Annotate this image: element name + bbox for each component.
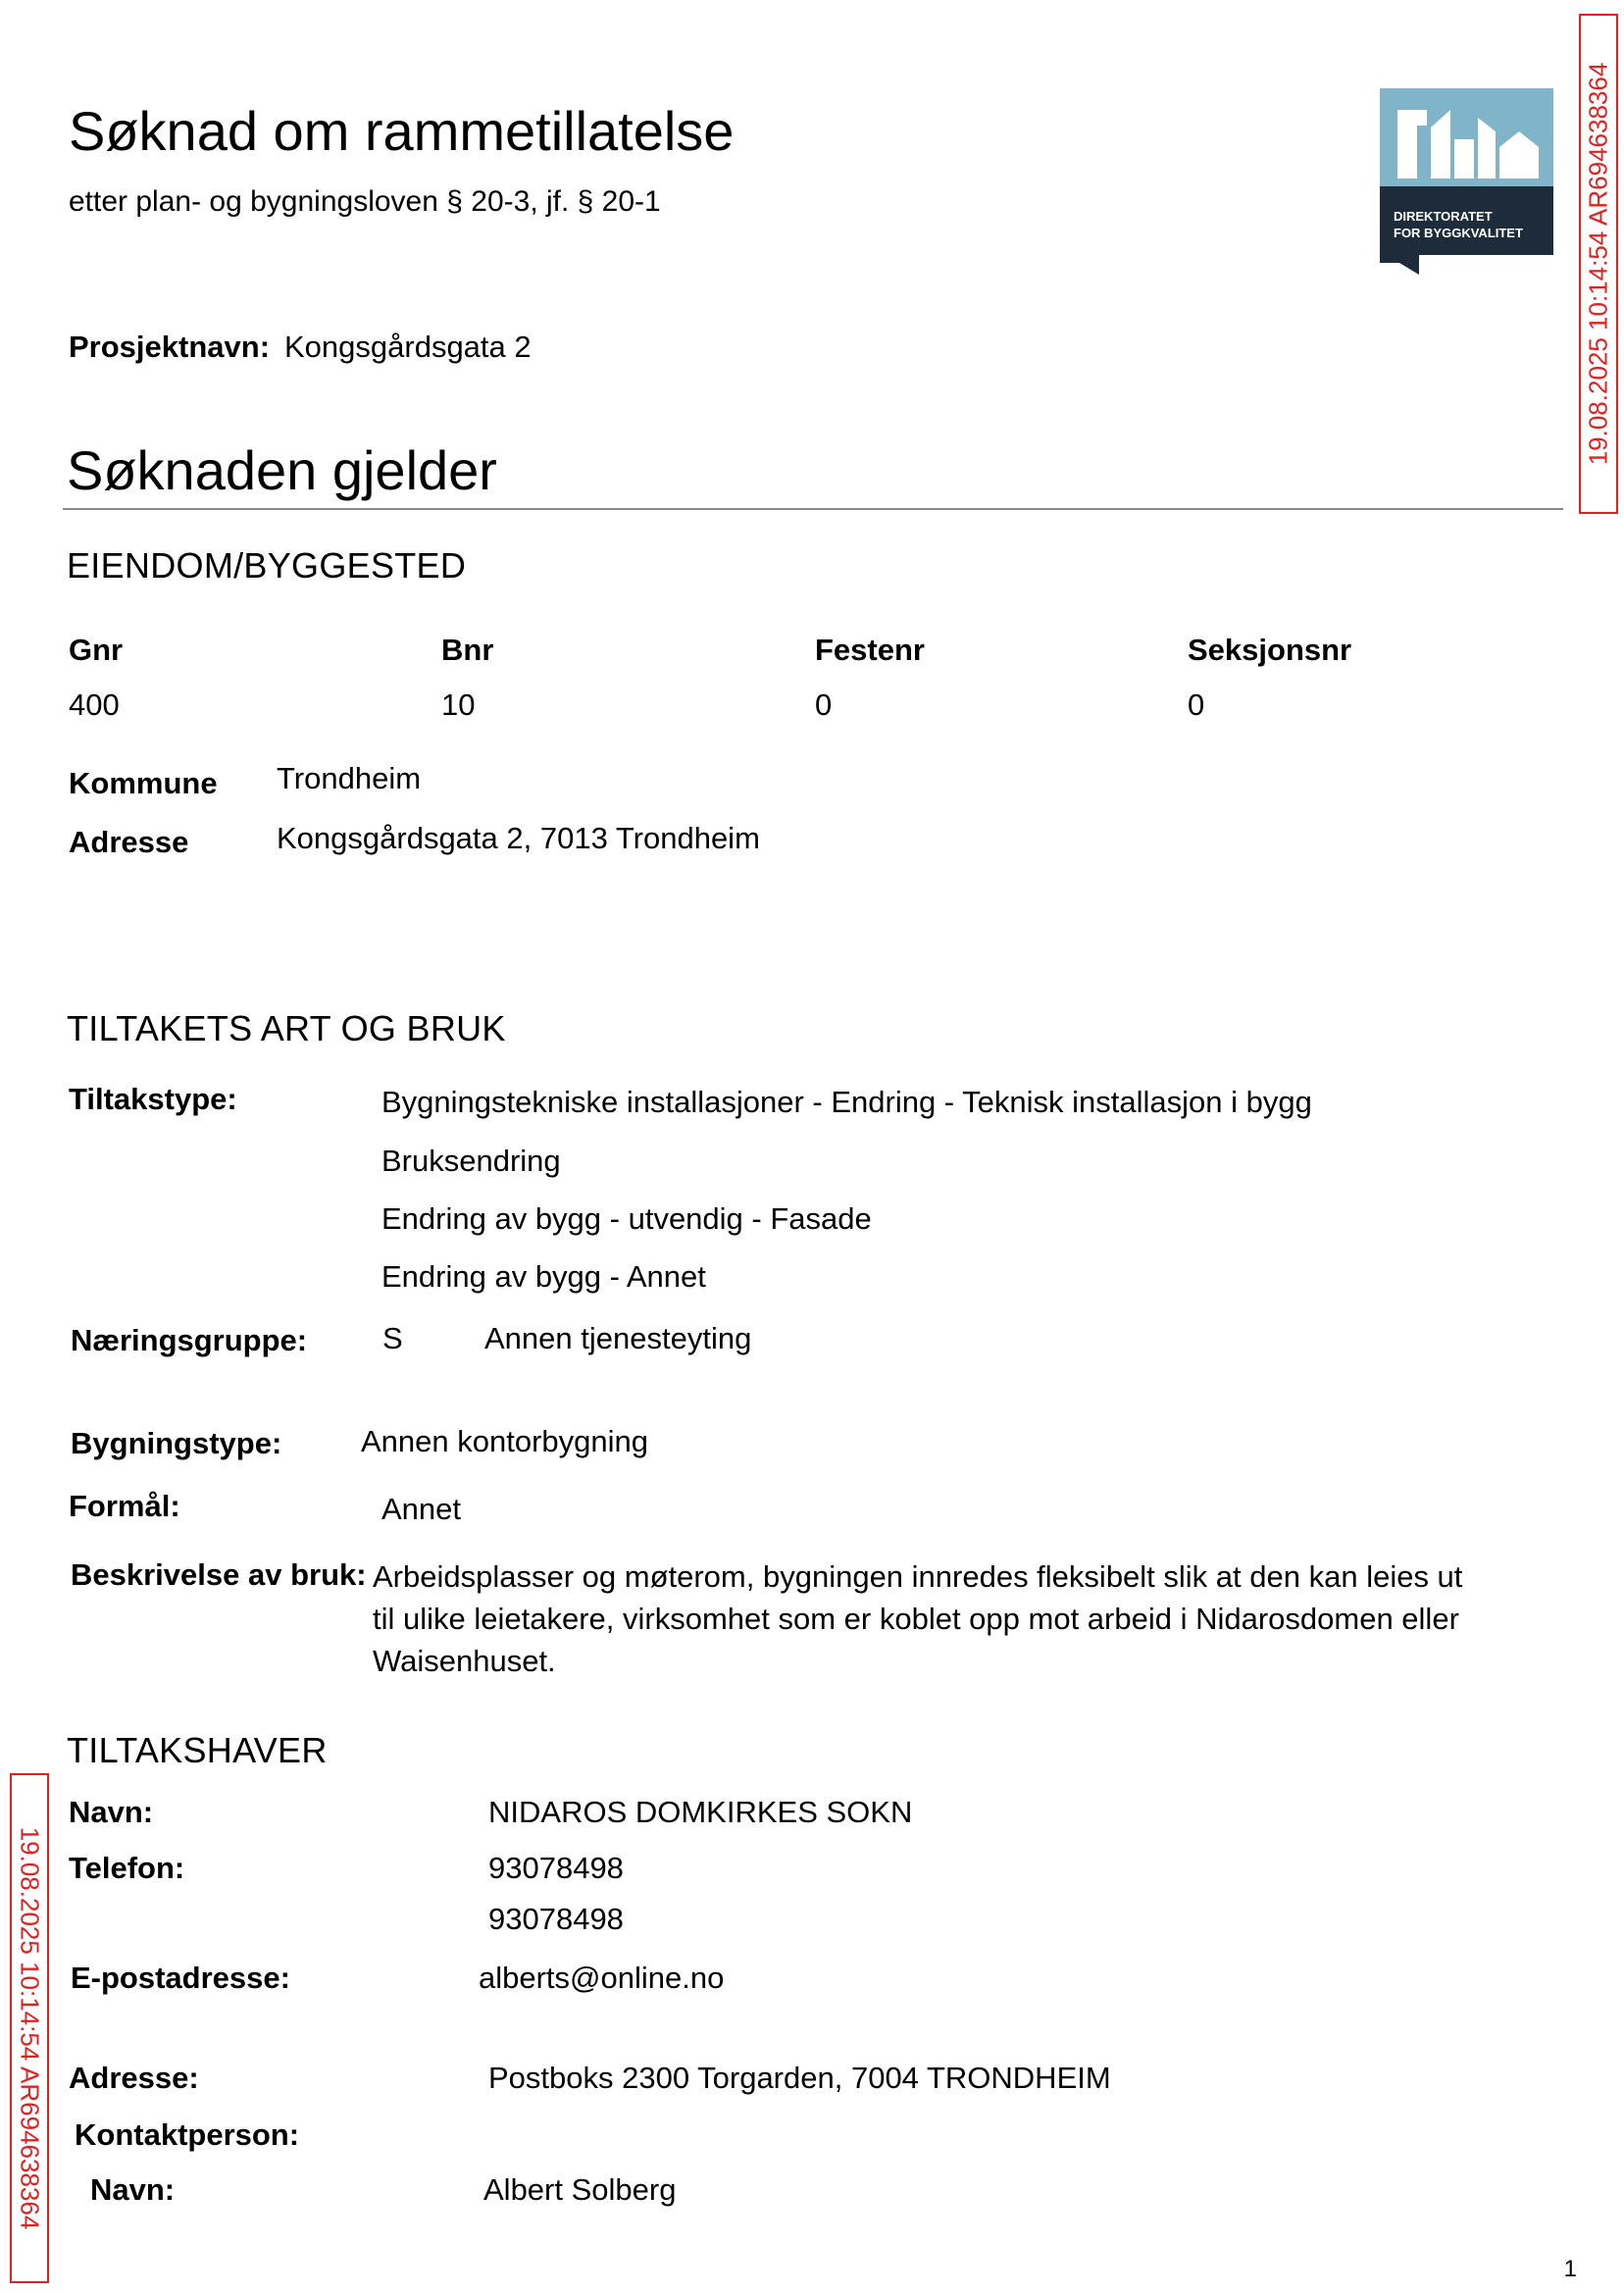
naeringsgruppe-label: Næringsgruppe: xyxy=(71,1323,308,1357)
document-subtitle: etter plan- og bygningsloven § 20-3, jf. § 20-1 xyxy=(69,185,661,218)
gnr-label: Gnr xyxy=(69,633,124,667)
kommune-label: Kommune xyxy=(69,766,218,800)
telefon-value: 93078498 xyxy=(488,1851,624,1885)
logo-text-line2: FOR BYGGKVALITET xyxy=(1394,226,1523,240)
bnr-value: 10 xyxy=(441,688,476,722)
bygningstype-label: Bygningstype: xyxy=(71,1426,282,1460)
date-stamp-left xyxy=(10,1773,49,2283)
tiltakstype-item: Bygningstekniske installasjoner - Endring - Teknisk installasjon i bygg xyxy=(381,1085,1312,1119)
tiltakshaver-adresse-value: Postboks 2300 Torgarden, 7004 TRONDHEIM xyxy=(488,2061,1111,2095)
naeringsgruppe-code: S xyxy=(382,1321,403,1355)
stamp-text: 19.08.2025 10:14:54 AR694638364 xyxy=(15,1826,45,2230)
dibk-logo xyxy=(1380,88,1553,275)
naeringsgruppe-value: Annen tjenesteyting xyxy=(484,1321,752,1355)
bnr-label: Bnr xyxy=(441,633,494,667)
beskrivelse-value: Arbeidsplasser og møterom, bygningen innredes fleksibelt slik at den kan leies ut til ulike leietakere, virksomhet som er koblet opp mot arbeid i Nidarosdomen eller Waisenhuset. xyxy=(373,1559,1463,1678)
seksjonsnr-label: Seksjonsnr xyxy=(1188,633,1352,667)
formal-value: Annet xyxy=(381,1492,462,1526)
kontaktperson-label: Kontaktperson: xyxy=(75,2117,300,2152)
tiltakstype-item: Endring av bygg - utvendig - Fasade xyxy=(381,1201,872,1236)
festenr-label: Festenr xyxy=(815,633,925,667)
kontakt-navn-label: Navn: xyxy=(90,2172,176,2207)
project-label: Prosjektnavn: xyxy=(69,330,271,364)
stamp-text: 19.08.2025 10:14:54 AR694638364 xyxy=(1583,62,1613,466)
tiltakshaver-heading: TILTAKSHAVER xyxy=(67,1730,328,1770)
date-stamp-top xyxy=(1579,14,1618,514)
bygningstype-value: Annen kontorbygning xyxy=(361,1424,649,1458)
telefon-value: 93078498 xyxy=(488,1902,624,1936)
festenr-value: 0 xyxy=(815,688,833,722)
tiltakshaver-adresse-label: Adresse: xyxy=(69,2061,199,2095)
beskrivelse-label: Beskrivelse av bruk: xyxy=(71,1557,367,1592)
adresse-label: Adresse xyxy=(69,825,189,859)
kommune-value: Trondheim xyxy=(277,761,422,795)
navn-value: NIDAROS DOMKIRKES SOKN xyxy=(488,1795,913,1829)
adresse-value: Kongsgårdsgata 2, 7013 Trondheim xyxy=(277,821,760,855)
kontakt-navn-value: Albert Solberg xyxy=(483,2172,677,2207)
tiltakstype-item: Endring av bygg - Annet xyxy=(381,1259,706,1294)
formal-label: Formål: xyxy=(69,1489,180,1523)
tiltakstype-label: Tiltakstype: xyxy=(69,1082,237,1116)
project-value: Kongsgårdsgata 2 xyxy=(284,330,532,364)
section-title: Søknaden gjelder xyxy=(67,439,497,501)
epost-label: E-postadresse: xyxy=(71,1961,290,1995)
eiendom-heading: EIENDOM/BYGGESTED xyxy=(67,545,467,586)
page-number: 1 xyxy=(1563,2256,1577,2282)
section-divider xyxy=(63,508,1563,510)
logo-text-line1: DIREKTORATET xyxy=(1394,209,1493,224)
epost-value: alberts@online.no xyxy=(479,1961,725,1995)
tiltak-heading: TILTAKETS ART OG BRUK xyxy=(67,1008,506,1048)
navn-label: Navn: xyxy=(69,1795,154,1829)
gnr-value: 400 xyxy=(69,688,120,722)
telefon-label: Telefon: xyxy=(69,1851,185,1885)
document-title: Søknad om rammetillatelse xyxy=(69,100,735,162)
seksjonsnr-value: 0 xyxy=(1188,688,1205,722)
tiltakstype-item: Bruksendring xyxy=(381,1144,561,1178)
